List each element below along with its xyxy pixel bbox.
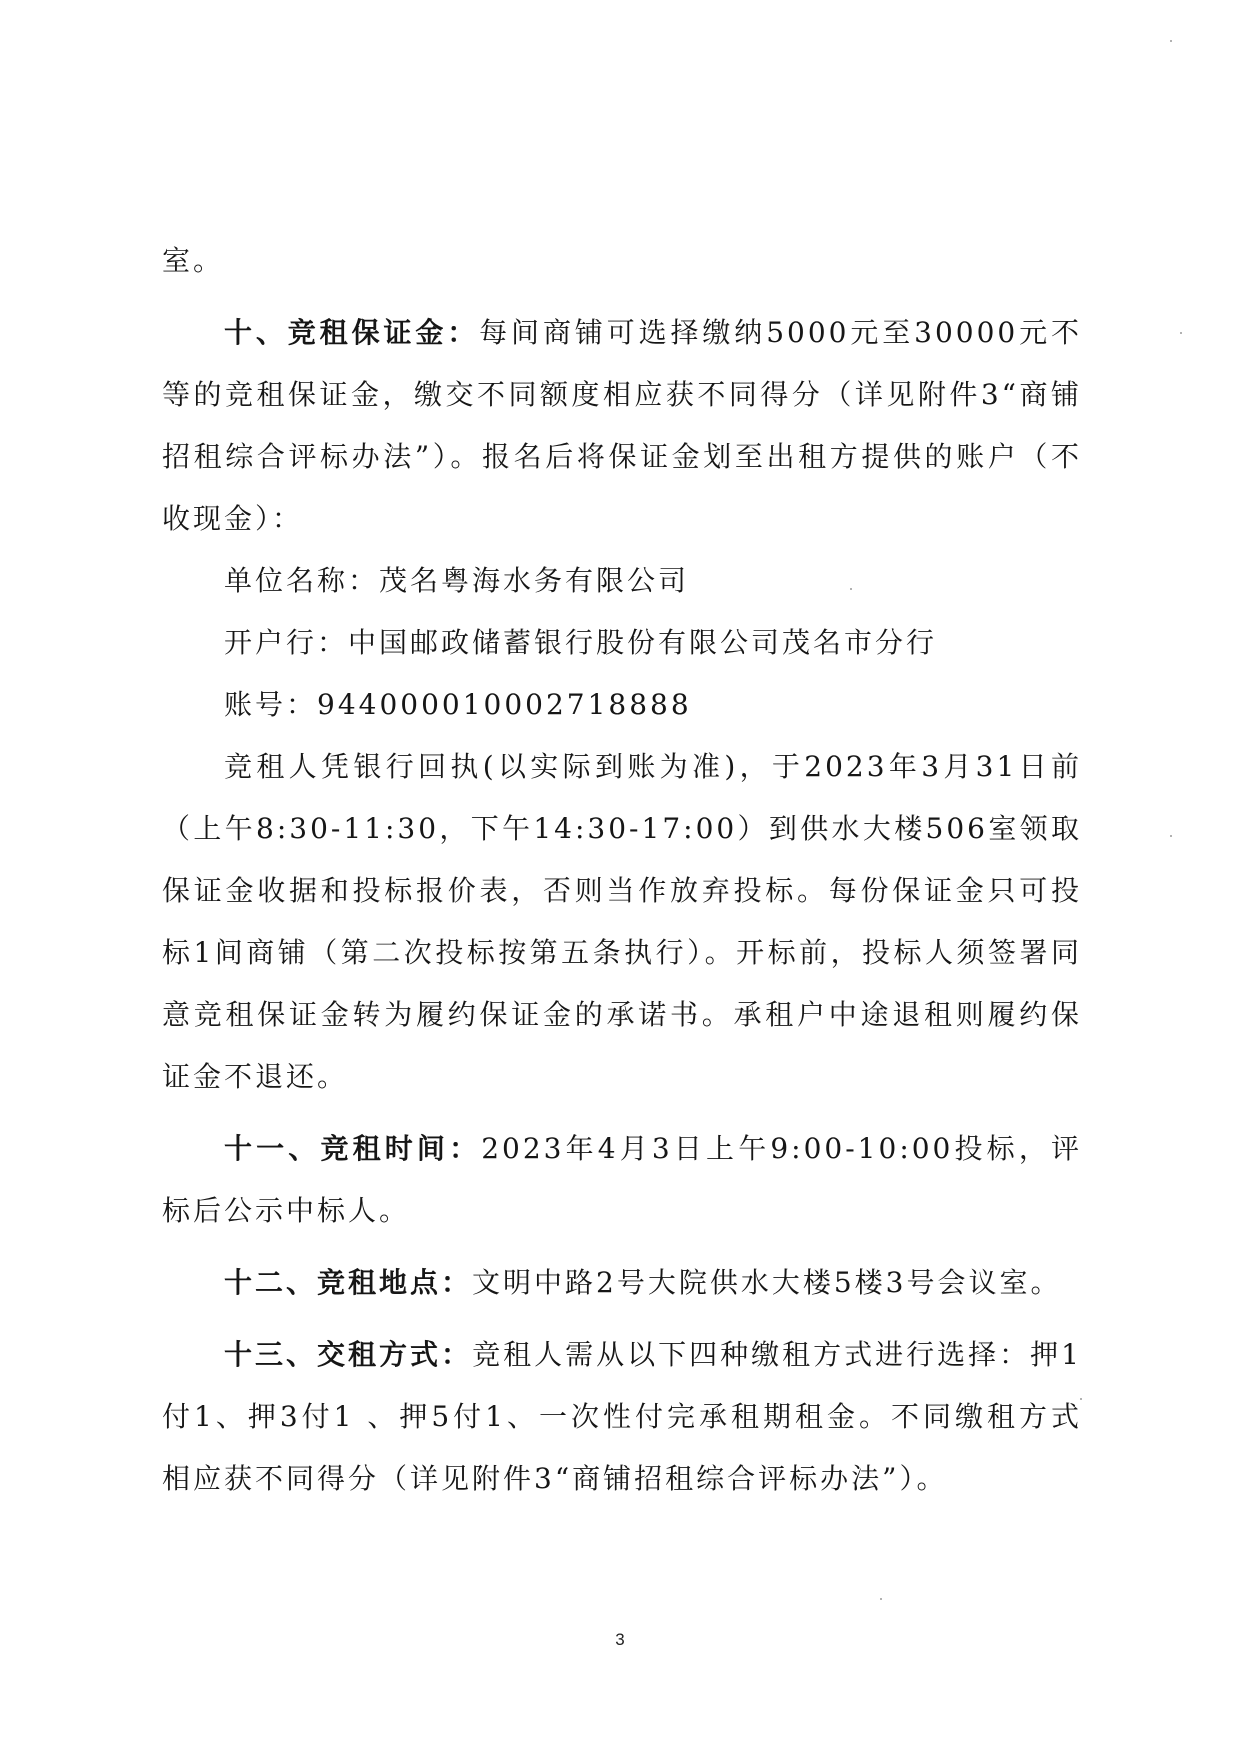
bank-line: 开户行：中国邮政储蓄银行股份有限公司茂名市分行 xyxy=(224,626,938,659)
scan-speck xyxy=(1170,835,1172,837)
scan-speck xyxy=(1180,332,1182,334)
section-12-paragraph xyxy=(162,1252,1082,1314)
document-body xyxy=(162,230,1082,1510)
scan-speck xyxy=(880,1598,882,1600)
account-name-line: 单位名称：茂名粤海水务有限公司 xyxy=(224,564,690,597)
section-13-heading: 十三、交租方式： xyxy=(224,1338,473,1371)
top-fragment: 室。 xyxy=(162,244,225,277)
section-13-paragraph xyxy=(162,1324,1082,1510)
section-11-body: 2023年4月3日上午9:00-10:00投标，评标后公示中标人。 xyxy=(162,1132,1082,1227)
section-10-body: 每间商铺可选择缴纳5000元至30000元不等的竞租保证金，缴交不同额度相应获不同得分（详见附件3“商铺招租综合评标办法”）。报名后将保证金划至出租方提供的账户（不收现金）： xyxy=(162,316,1082,535)
section-11-heading: 十一、竞租时间： xyxy=(224,1132,482,1165)
section-11-paragraph xyxy=(162,1118,1082,1242)
section-12-heading: 十二、竞租地点： xyxy=(224,1266,473,1299)
section-13-body: 竞租人需从以下四种缴租方式进行选择：押1付1、押3付1 、押5付1、一次性付完承租期租金。不同缴租方式相应获不同得分（详见附件3“商铺招租综合评标办法”）。 xyxy=(162,1338,1082,1495)
section-10-paragraph xyxy=(162,302,1082,550)
section-12-body: 文明中路2号大院供水大楼5楼3号会议室。 xyxy=(472,1266,1062,1299)
scan-speck xyxy=(1170,40,1172,42)
account-number-line: 账号：944000010002718888 xyxy=(224,688,692,721)
section-10-heading: 十、竞租保证金： xyxy=(224,316,480,349)
page-number: 3 xyxy=(615,1630,625,1649)
deposit-instructions-paragraph: 竞租人凭银行回执(以实际到账为准)，于2023年3月31日前（上午8:30-11:30，下午14:30-17:00）到供水大楼506室领取保证金收据和投标报价表，否则当作放弃投标。每份保证金只可投标1间商铺（第二次投标按第五条执行）。开标前，投标人须签署同意竞租保证金转为履约保证金的承诺书。承租户中途退租则履约保证金不退还。 xyxy=(162,750,1082,1093)
